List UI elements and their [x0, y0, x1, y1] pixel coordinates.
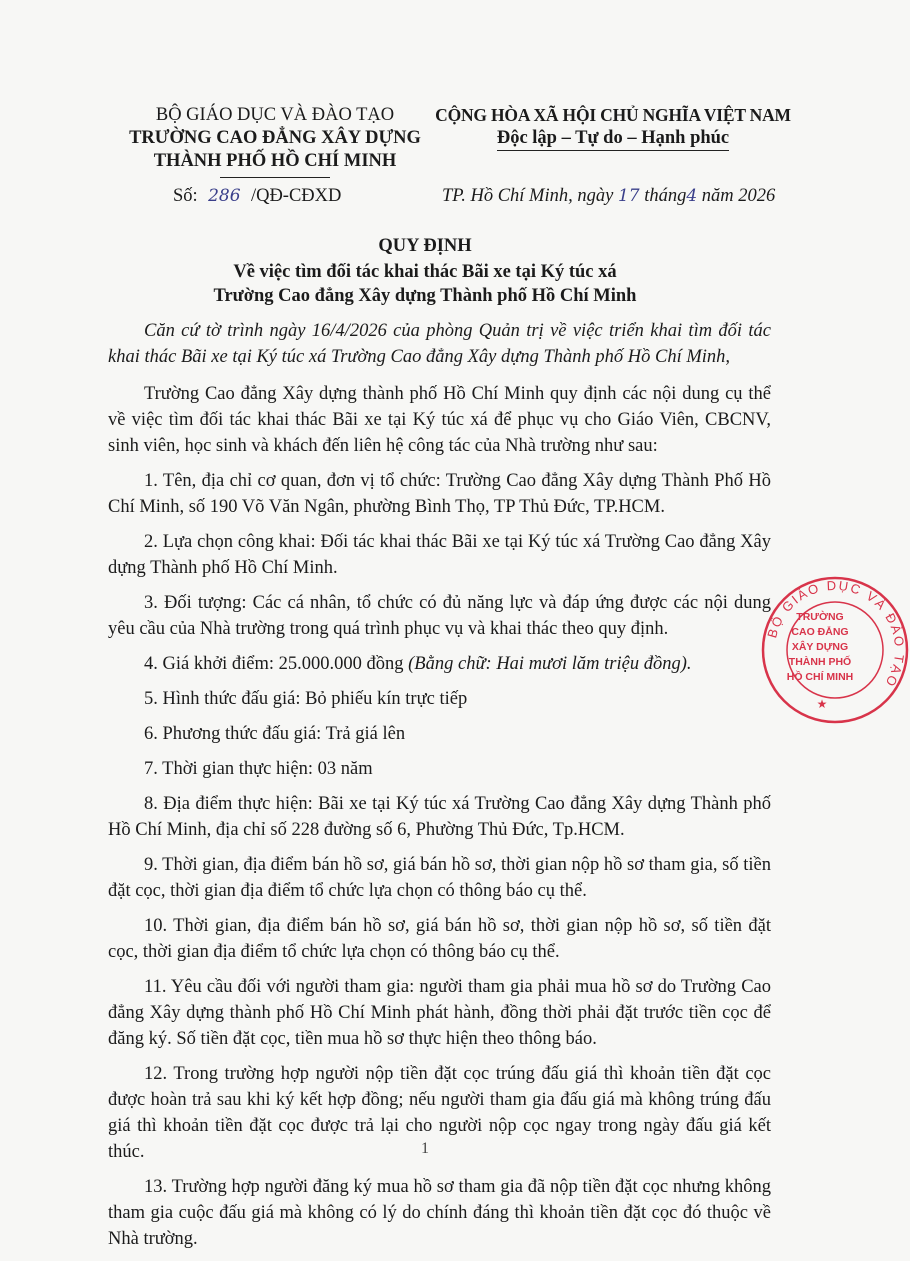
seal-star-icon: ★: [816, 697, 828, 711]
national-header: [432, 104, 794, 150]
school-name-line1: TRƯỜNG CAO ĐẲNG XÂY DỰNG: [129, 128, 421, 148]
header-divider: [220, 177, 330, 178]
doc-number-handwritten: 286: [208, 186, 241, 206]
intro-paragraph: Trường Cao đẳng Xây dựng thành phố Hồ Chí Minh quy định các nội dung cụ thể về việc tìm đối tác khai thác Bãi xe tại Ký túc xá để phục vụ cho Giáo Viên, CBCNV, sinh viên, học sinh và khách đến liên hệ công tác của Nhà trường như sau:: [108, 384, 771, 456]
motto-text: Độc lập – Tự do – Hạnh phúc: [497, 128, 729, 151]
seal-line-1: TRƯỜNG: [796, 611, 844, 623]
official-seal-stamp: [760, 575, 910, 725]
clause-11: 11. Yêu cầu đối với người tham gia: người tham gia phải mua hồ sơ do Trường Cao đẳng Xây dựng thành phố Hồ Chí Minh phát hành, đồng thời phải đặt trước tiền cọc để đăng ký. Số tiền đặt cọc, tiền mua hồ sơ thực hiện theo thông báo.: [108, 977, 771, 1049]
title-subtitle-1: Về việc tìm đối tác khai thác Bãi xe tại Ký túc xá: [233, 262, 617, 282]
page-number: 1: [421, 1140, 429, 1157]
clause-6: 6. Phương thức đấu giá: Trả giá lên: [144, 724, 406, 744]
document-number: [173, 186, 341, 207]
document-body: [108, 318, 771, 1261]
clause-2: 2. Lựa chọn công khai: Đối tác khai thác Bãi xe tại Ký túc xá Trường Cao đẳng Xây dựng Thành phố Hồ Chí Minh.: [108, 532, 771, 578]
date-prefix: TP. Hồ Chí Minh, ngày: [442, 186, 614, 206]
clause-4-text: 4. Giá khởi điểm: 25.000.000 đồng: [144, 654, 404, 674]
title-main: QUY ĐỊNH: [378, 236, 472, 256]
national-motto: [432, 127, 794, 150]
seal-line-5: HỒ CHÍ MINH: [786, 671, 854, 683]
ministry-name: BỘ GIÁO DỤC VÀ ĐÀO TẠO: [155, 105, 395, 125]
date-day-handwritten: 17: [617, 186, 640, 206]
date-year: năm 2026: [701, 186, 776, 206]
clause-10: 10. Thời gian, địa điểm bán hồ sơ, giá bán hồ sơ, thời gian nộp hồ sơ, số tiền đặt cọc, thời gian địa điểm tổ chức lựa chọn có thông báo cụ thể.: [108, 916, 771, 962]
clause-4-words: (Bằng chữ: Hai mươi lăm triệu đồng).: [408, 654, 692, 674]
issue-date: [442, 186, 775, 207]
clause-8: 8. Địa điểm thực hiện: Bãi xe tại Ký túc xá Trường Cao đẳng Xây dựng Thành phố Hồ Chí Minh, địa chỉ số 228 đường số 6, Phường Thủ Đức, Tp.HCM.: [108, 794, 771, 840]
clause-9: 9. Thời gian, địa điểm bán hồ sơ, giá bán hồ sơ, thời gian nộp hồ sơ tham gia, số tiền đặt cọc, thời gian địa điểm tổ chức lựa chọn có thông báo cụ thể.: [108, 855, 771, 901]
seal-line-2: CAO ĐẲNG: [791, 626, 849, 638]
seal-ring-text: BỘ GIÁO DỤC VÀ ĐÀO TẠO: [764, 577, 908, 691]
seal-line-3: XÂY DỰNG: [791, 641, 849, 653]
clause-12: 12. Trong trường hợp người nộp tiền đặt cọc trúng đấu giá thì khoản tiền đặt cọc được hoàn trả sau khi ký kết hợp đồng; nếu người tham gia đấu giá mà không trúng đấu giá thì khoản tiền đặt cọc được trả lại cho người nộp cọc ngay trong ngày đấu giá kết thúc.: [108, 1064, 771, 1162]
country-name: CỘNG HÒA XÃ HỘI CHỦ NGHĨA VIỆT NAM: [435, 105, 791, 125]
document-title: [0, 234, 850, 308]
title-subtitle-2: Trường Cao đẳng Xây dựng Thành phố Hồ Chí Minh: [213, 286, 637, 306]
doc-number-label: Số:: [173, 186, 198, 206]
clause-5: 5. Hình thức đấu giá: Bỏ phiếu kín trực tiếp: [144, 689, 468, 709]
clause-7: 7. Thời gian thực hiện: 03 năm: [144, 759, 373, 779]
legal-basis: Căn cứ tờ trình ngày 16/4/2026 của phòng Quản trị về việc triển khai tìm đối tác khai thác Bãi xe tại Ký túc xá Trường Cao đẳng Xây dựng Thành phố Hồ Chí Minh,: [108, 321, 771, 367]
clause-4: [108, 651, 771, 677]
clause-3: 3. Đối tượng: Các cá nhân, tổ chức có đủ năng lực và đáp ứng được các nội dung yêu cầu của Nhà trường trong quá trình phục vụ và khai thác theo quy định.: [108, 593, 771, 639]
issuing-agency-header: [120, 104, 430, 178]
seal-line-4: THÀNH PHỐ: [788, 656, 852, 668]
school-name-line2: THÀNH PHỐ HỒ CHÍ MINH: [153, 151, 397, 171]
clause-1: 1. Tên, địa chỉ cơ quan, đơn vị tổ chức: Trường Cao đẳng Xây dựng Thành Phố Hồ Chí Minh, số 190 Võ Văn Ngân, phường Bình Thọ, TP Thủ Đức, TP.HCM.: [108, 471, 771, 517]
date-month-label: tháng: [644, 186, 687, 206]
clause-13: 13. Trường hợp người đăng ký mua hồ sơ tham gia đã nộp tiền đặt cọc nhưng không tham gia cuộc đấu giá mà không có lý do chính đáng thì khoản tiền đặt cọc đó thuộc về Nhà trường.: [108, 1177, 771, 1249]
date-month-handwritten: 4: [686, 186, 698, 206]
doc-number-suffix: /QĐ-CĐXD: [250, 186, 342, 206]
